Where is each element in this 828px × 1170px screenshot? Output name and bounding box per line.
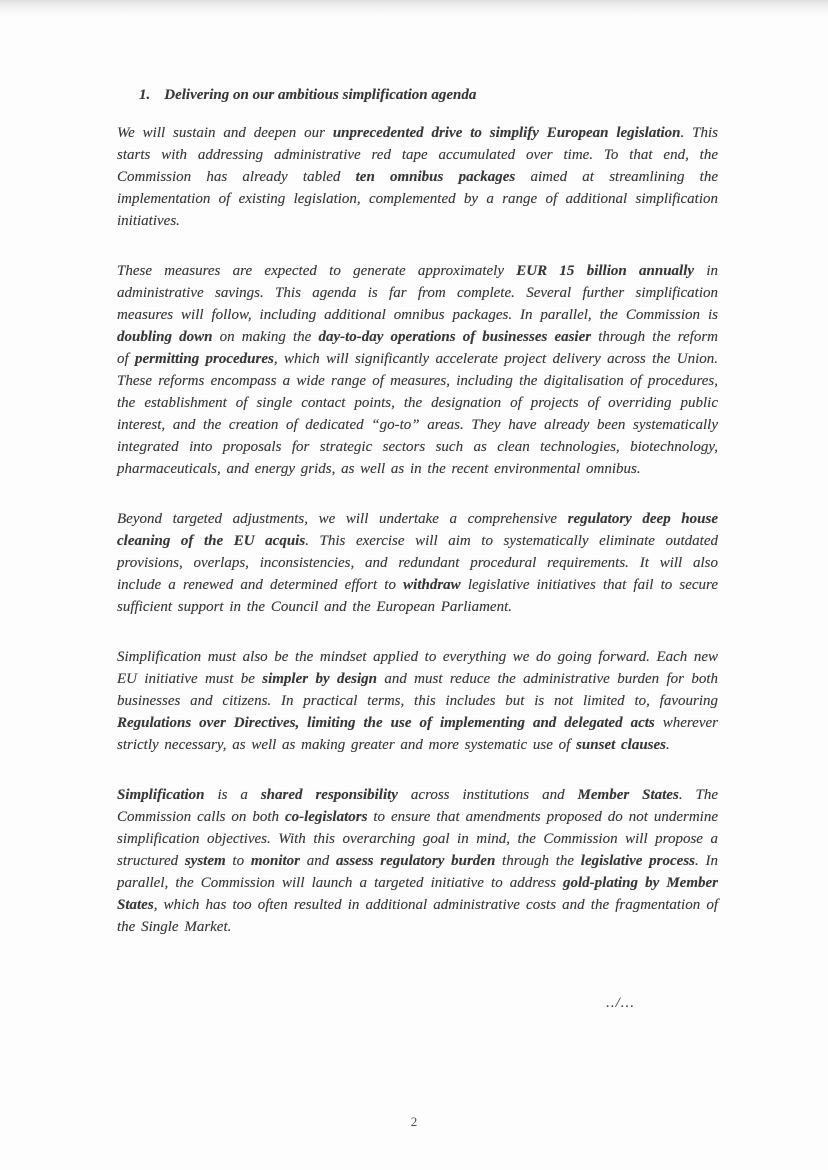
bold-text-run: monitor: [250, 853, 300, 869]
bold-text-run: gold-plating by Member States: [117, 875, 718, 913]
text-run: These measures are expected to generate approximately: [117, 263, 517, 279]
scan-edge-artifact: [0, 0, 828, 16]
text-run: . In parallel, the Commission will launch a targeted initiative to address: [117, 853, 718, 891]
bold-text-run: simpler by design: [262, 671, 377, 687]
text-run: . This exercise will aim to systematically eliminate outdated provisions, overlaps, inconsistencies, and redundant procedural requirements. It will also include a renewed and determined effort to: [117, 533, 718, 593]
document-paragraphs: [117, 122, 718, 938]
text-run: wherever strictly necessary, as well as making greater and more systematic use of: [117, 715, 718, 753]
bold-text-run: doubling down: [117, 329, 213, 345]
text-run: legislative initiatives that fail to secure sufficient support in the Council and the European Parliament.: [117, 577, 718, 615]
text-run: is a: [204, 787, 261, 803]
bold-text-run: legislative process: [580, 853, 696, 869]
bold-text-run: ten omnibus packages: [355, 169, 516, 185]
section-heading: [139, 84, 718, 106]
section-title: Delivering on our ambitious simplification agenda: [164, 87, 477, 103]
bold-text-run: Simplification: [117, 787, 205, 803]
bold-text-run: unprecedented drive to simplify European legislation: [332, 125, 681, 141]
bold-text-run: day-to-day operations of businesses easier: [318, 329, 592, 345]
paragraph: [117, 646, 718, 756]
bold-text-run: system: [184, 853, 226, 869]
text-run: and must reduce the administrative burden for both businesses and citizens. In practical terms, this includes but is not limited to, favouring: [117, 671, 719, 709]
document-page: [117, 84, 718, 966]
text-run: Simplification must also be the mindset applied to everything we do going forward. Each new EU initiative must be: [117, 649, 718, 687]
text-run: to: [225, 853, 251, 869]
paragraph: [117, 260, 718, 480]
text-run: We will sustain and deepen our: [117, 125, 333, 141]
bold-text-run: withdraw: [403, 577, 461, 593]
text-run: .: [666, 737, 670, 753]
paragraph: [117, 508, 718, 618]
text-run: , which has too often resulted in additional administrative costs and the fragmentation of the Single Market.: [117, 897, 718, 935]
text-run: , which will significantly accelerate project delivery across the Union. These reforms encompass a wide range of measures, including the digitalisation of procedures, the establishment of single contact points, the designation of projects of overriding public interest, and the creation of dedicated “go-to” areas. They have already been systematically integrated into proposals for strategic sectors such as clean technologies, biotechnology, pharmaceuticals, and energy grids, as well as in the recent environmental omnibus.: [117, 351, 718, 477]
bold-text-run: Member States: [577, 787, 679, 803]
page-number: 2: [410, 1114, 418, 1129]
bold-text-run: sunset clauses: [576, 737, 667, 753]
text-run: . The Commission calls on both: [117, 787, 719, 825]
text-run: . This starts with addressing administrative red tape accumulated over time. To that end, the Commission has already tabled: [117, 125, 718, 185]
text-run: and: [300, 853, 336, 869]
text-run: through the: [495, 853, 581, 869]
bold-text-run: shared responsibility: [260, 787, 398, 803]
continuation-mark: ../...: [606, 995, 635, 1011]
paragraph: [117, 784, 718, 938]
text-run: through the reform of: [117, 329, 719, 367]
bold-text-run: EUR 15 billion annually: [516, 263, 695, 279]
text-run: Beyond targeted adjustments, we will undertake a comprehensive: [117, 511, 568, 527]
text-run: in administrative savings. This agenda is far from complete. Several further simplification measures will follow, including additional omnibus packages. In parallel, the Commission is: [117, 263, 719, 323]
bold-text-run: Regulations over Directives, limiting the use of implementing and delegated acts: [117, 715, 655, 731]
text-run: to ensure that amendments proposed do not undermine simplification objectives. With this overarching goal in mind, the Commission will propose a structured: [117, 809, 718, 869]
bold-text-run: permitting procedures: [135, 351, 274, 367]
text-run: across institutions and: [397, 787, 578, 803]
bold-text-run: assess regulatory burden: [335, 853, 496, 869]
text-run: aimed at streamlining the implementation of existing legislation, complemented by a range of additional simplification initiatives.: [117, 169, 719, 229]
bold-text-run: regulatory deep house cleaning of the EU acquis: [117, 511, 718, 549]
bold-text-run: co-legislators: [284, 809, 368, 825]
section-number: 1.: [139, 87, 151, 103]
paragraph: [117, 122, 718, 232]
text-run: on making the: [212, 329, 319, 345]
